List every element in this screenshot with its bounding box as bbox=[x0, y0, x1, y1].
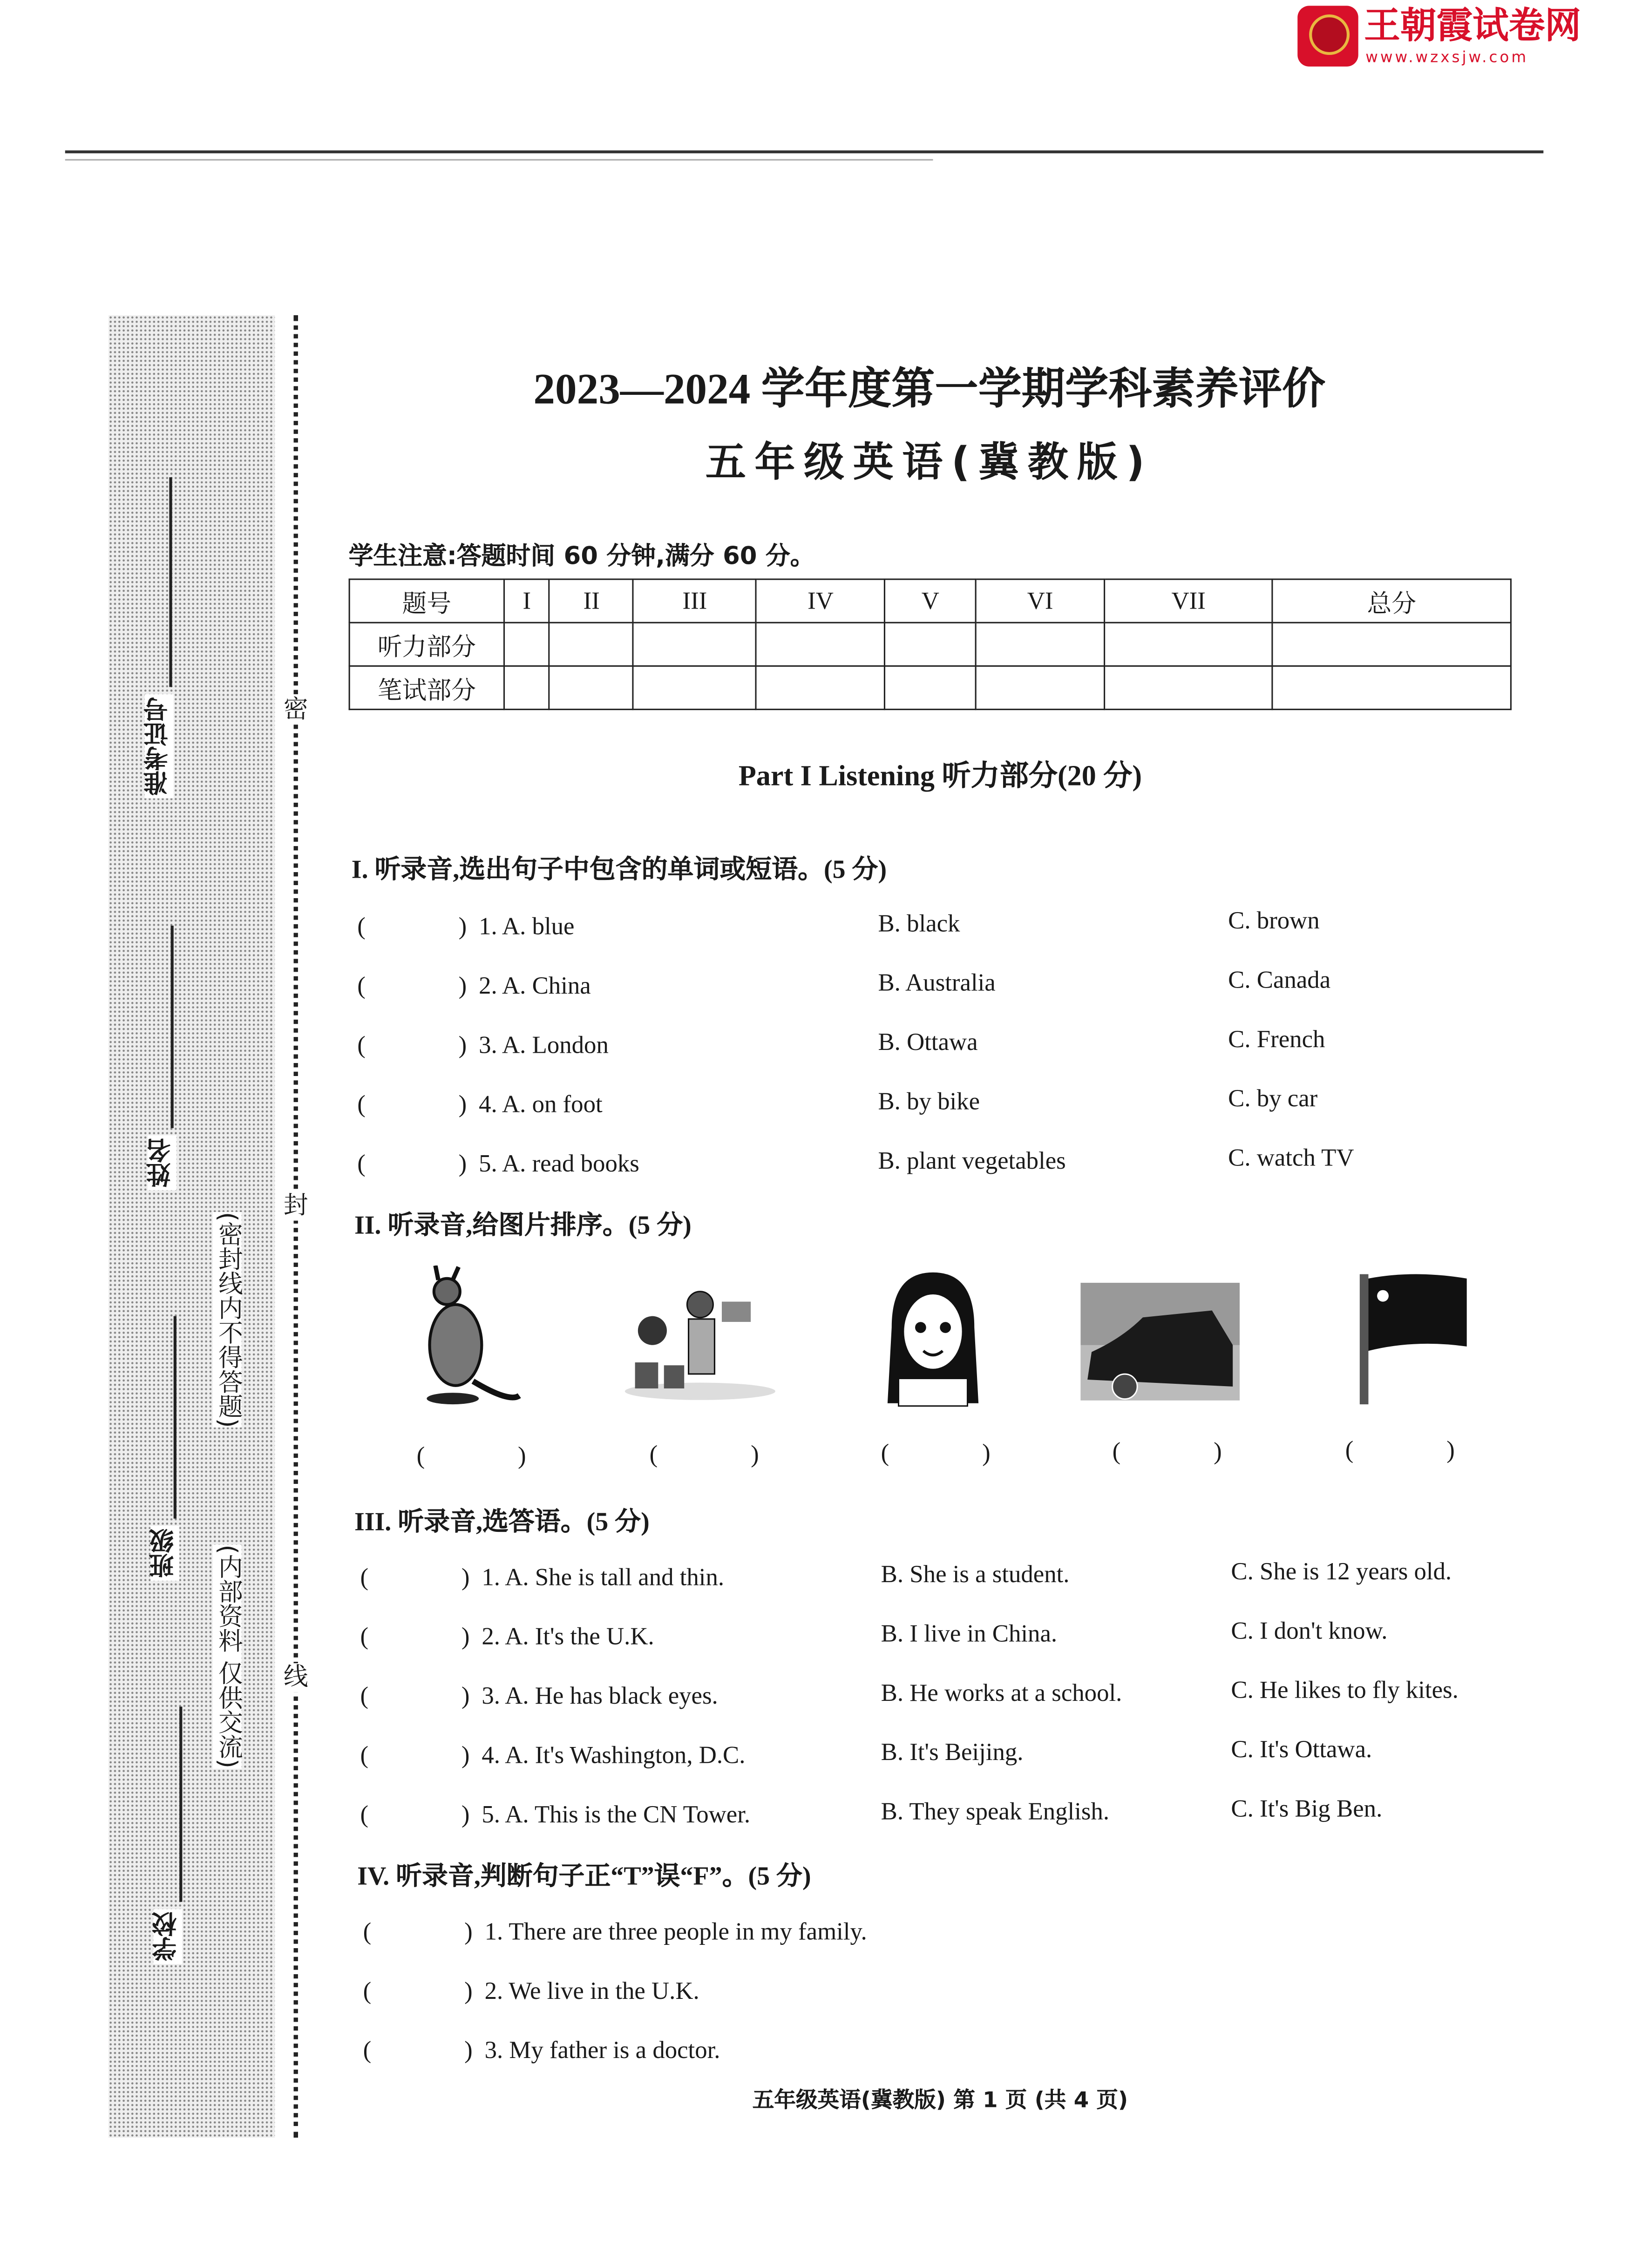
statement: 1. There are three people in my family. bbox=[484, 1917, 867, 1945]
option-b: B. He works at a school. bbox=[881, 1679, 1122, 1707]
option-b: B. by bike bbox=[878, 1087, 980, 1115]
field-line bbox=[169, 477, 171, 687]
header-rule bbox=[65, 150, 1544, 153]
score-cell[interactable] bbox=[1105, 666, 1272, 709]
score-cell[interactable] bbox=[550, 666, 633, 709]
girl-watering-flowers-picture bbox=[621, 1273, 780, 1417]
logo-badge-icon bbox=[1297, 6, 1358, 66]
answer-paren-close: ) bbox=[461, 1563, 470, 1591]
binding-note-2: (内部资料 仅供交流) bbox=[212, 1544, 242, 1768]
answer-paren-open: ( bbox=[360, 1741, 369, 1769]
section-1-title: I. 听录音,选出句子中包含的单词或短语。(5 分) bbox=[351, 854, 887, 884]
answer-paren-open: ( bbox=[357, 1150, 366, 1178]
field-name: 姓名 bbox=[148, 1135, 176, 1190]
picture-2-paren-open: ( bbox=[649, 1440, 658, 1468]
option-a: 5. A. read books bbox=[479, 1150, 639, 1178]
table-row bbox=[349, 666, 1511, 709]
picture-1-paren-close: ) bbox=[518, 1442, 526, 1469]
answer-paren-open: ( bbox=[360, 1682, 369, 1710]
score-cell[interactable] bbox=[885, 623, 976, 666]
answer-paren-open: ( bbox=[357, 913, 366, 941]
option-b: B. black bbox=[878, 909, 960, 937]
answer-paren-close: ) bbox=[458, 972, 467, 1000]
statement: 2. We live in the U.K. bbox=[484, 1977, 699, 2005]
option-a: 4. A. It's Washington, D.C. bbox=[482, 1741, 746, 1769]
score-cell[interactable] bbox=[976, 623, 1105, 666]
header-rule-thin bbox=[65, 159, 933, 161]
header-cell: 总分 bbox=[1272, 579, 1511, 623]
option-a: 4. A. on foot bbox=[479, 1090, 603, 1118]
exam-subtitle: 五年级英语(冀教版) bbox=[705, 438, 1154, 486]
section-2-title: II. 听录音,给图片排序。(5 分) bbox=[354, 1210, 692, 1240]
option-b: B. They speak English. bbox=[881, 1798, 1110, 1826]
header-cell: V bbox=[885, 579, 976, 623]
answer-paren-open: ( bbox=[357, 1090, 366, 1118]
car-picture bbox=[1080, 1273, 1240, 1417]
answer-paren-open: ( bbox=[363, 1977, 372, 2005]
option-c: C. by car bbox=[1228, 1084, 1318, 1112]
answer-paren-open: ( bbox=[357, 1031, 366, 1059]
answer-paren-close: ) bbox=[464, 2036, 473, 2064]
option-a: 1. A. She is tall and thin. bbox=[482, 1563, 725, 1591]
answer-paren-close: ) bbox=[461, 1741, 470, 1769]
score-table bbox=[349, 578, 1512, 710]
option-a: 3. A. London bbox=[479, 1031, 609, 1059]
seal-char-mi: 密 bbox=[283, 696, 308, 725]
exam-title: 2023—2024 学年度第一学期学科素养评价 bbox=[533, 366, 1326, 414]
field-line bbox=[179, 1706, 182, 1902]
field-class: 班级 bbox=[150, 1526, 179, 1581]
girl-portrait-picture bbox=[854, 1266, 1013, 1410]
answer-paren-open: ( bbox=[357, 972, 366, 1000]
option-a: 2. A. China bbox=[479, 972, 591, 1000]
answer-paren-open: ( bbox=[360, 1801, 369, 1828]
picture-5-paren-open: ( bbox=[1345, 1436, 1354, 1464]
answer-paren-close: ) bbox=[458, 913, 467, 941]
answer-paren-open: ( bbox=[363, 2036, 372, 2064]
option-c: C. It's Ottawa. bbox=[1231, 1735, 1372, 1763]
site-logo bbox=[1297, 6, 1615, 66]
option-c: C. watch TV bbox=[1228, 1144, 1354, 1172]
seal-line bbox=[294, 315, 298, 2138]
field-line bbox=[174, 1316, 176, 1519]
option-c: C. She is 12 years old. bbox=[1231, 1557, 1452, 1585]
page-footer: 五年级英语(冀教版) 第 1 页 (共 4 页) bbox=[752, 2087, 1128, 2113]
answer-paren-open: ( bbox=[363, 1917, 372, 1945]
picture-4-paren-open: ( bbox=[1112, 1437, 1121, 1465]
option-c: C. He likes to fly kites. bbox=[1231, 1676, 1459, 1704]
picture-1-paren-open: ( bbox=[416, 1442, 425, 1469]
answer-paren-open: ( bbox=[360, 1563, 369, 1591]
answer-paren-close: ) bbox=[458, 1150, 467, 1178]
answer-paren-close: ) bbox=[464, 1917, 473, 1945]
score-cell[interactable] bbox=[633, 666, 756, 709]
score-cell[interactable] bbox=[504, 623, 550, 666]
table-header-row bbox=[349, 579, 1511, 623]
header-cell: 题号 bbox=[349, 579, 504, 623]
answer-paren-close: ) bbox=[458, 1031, 467, 1059]
binding-note-1: (密封线内不得答题) bbox=[212, 1212, 242, 1428]
answer-paren-close: ) bbox=[461, 1801, 470, 1828]
header-cell: I bbox=[504, 579, 550, 623]
score-cell[interactable] bbox=[976, 666, 1105, 709]
picture-3-paren-open: ( bbox=[881, 1439, 889, 1467]
picture-3-paren-close: ) bbox=[982, 1439, 991, 1467]
header-cell: IV bbox=[756, 579, 885, 623]
seal-char-xian: 线 bbox=[283, 1663, 308, 1693]
student-notice: 学生注意:答题时间 60 分钟,满分 60 分。 bbox=[348, 542, 815, 571]
score-cell[interactable] bbox=[1272, 666, 1511, 709]
answer-paren-close: ) bbox=[458, 1090, 467, 1118]
header-cell: VII bbox=[1105, 579, 1272, 623]
header-cell: VI bbox=[976, 579, 1105, 623]
row-label: 听力部分 bbox=[349, 623, 504, 666]
section-4-title: IV. 听录音,判断句子正“T”误“F”。(5 分) bbox=[357, 1861, 811, 1890]
option-c: C. It's Big Ben. bbox=[1231, 1794, 1383, 1822]
score-cell[interactable] bbox=[1272, 623, 1511, 666]
option-b: B. Australia bbox=[878, 969, 996, 997]
score-cell[interactable] bbox=[1105, 623, 1272, 666]
header-cell: II bbox=[550, 579, 633, 623]
picture-2-paren-close: ) bbox=[751, 1440, 759, 1468]
option-b: B. It's Beijing. bbox=[881, 1738, 1024, 1766]
score-cell[interactable] bbox=[550, 623, 633, 666]
answer-paren-open: ( bbox=[360, 1623, 369, 1651]
option-c: C. French bbox=[1228, 1025, 1325, 1053]
table-row bbox=[349, 623, 1511, 666]
option-b: B. Ottawa bbox=[878, 1028, 978, 1056]
field-school: 学校 bbox=[153, 1909, 182, 1964]
row-label: 笔试部分 bbox=[349, 666, 504, 709]
picture-4-paren-close: ) bbox=[1214, 1437, 1222, 1465]
score-cell[interactable] bbox=[756, 623, 885, 666]
kangaroo-picture bbox=[386, 1266, 545, 1410]
section-3-title: III. 听录音,选答语。(5 分) bbox=[354, 1507, 650, 1536]
option-c: C. Canada bbox=[1228, 966, 1331, 994]
option-a: 3. A. He has black eyes. bbox=[482, 1682, 718, 1710]
statement: 3. My father is a doctor. bbox=[484, 2036, 720, 2064]
score-cell[interactable] bbox=[633, 623, 756, 666]
option-a: 2. A. It's the U.K. bbox=[482, 1623, 654, 1651]
option-a: 5. A. This is the CN Tower. bbox=[482, 1801, 751, 1828]
logo-url: www.wzxsjw.com bbox=[1365, 49, 1529, 67]
option-c: C. I don't know. bbox=[1231, 1617, 1388, 1645]
score-cell[interactable] bbox=[504, 666, 550, 709]
option-b: B. She is a student. bbox=[881, 1560, 1070, 1588]
option-b: B. plant vegetables bbox=[878, 1147, 1066, 1175]
header-cell: III bbox=[633, 579, 756, 623]
part-heading: Part I Listening 听力部分(20 分) bbox=[738, 760, 1142, 793]
field-line bbox=[171, 926, 173, 1128]
logo-name: 王朝霞试卷网 bbox=[1364, 4, 1581, 47]
answer-paren-close: ) bbox=[464, 1977, 473, 2005]
answer-paren-close: ) bbox=[461, 1682, 470, 1710]
answer-paren-close: ) bbox=[461, 1623, 470, 1651]
binding-strip bbox=[109, 315, 275, 2138]
score-cell[interactable] bbox=[885, 666, 976, 709]
option-c: C. brown bbox=[1228, 907, 1320, 934]
seal-char-feng: 封 bbox=[283, 1192, 308, 1221]
score-cell[interactable] bbox=[756, 666, 885, 709]
option-b: B. I live in China. bbox=[881, 1619, 1058, 1647]
picture-5-paren-close: ) bbox=[1446, 1436, 1455, 1464]
field-exam-number: 准考证号 bbox=[145, 694, 174, 799]
option-a: 1. A. blue bbox=[479, 913, 575, 941]
chinese-flag-picture bbox=[1328, 1267, 1487, 1412]
